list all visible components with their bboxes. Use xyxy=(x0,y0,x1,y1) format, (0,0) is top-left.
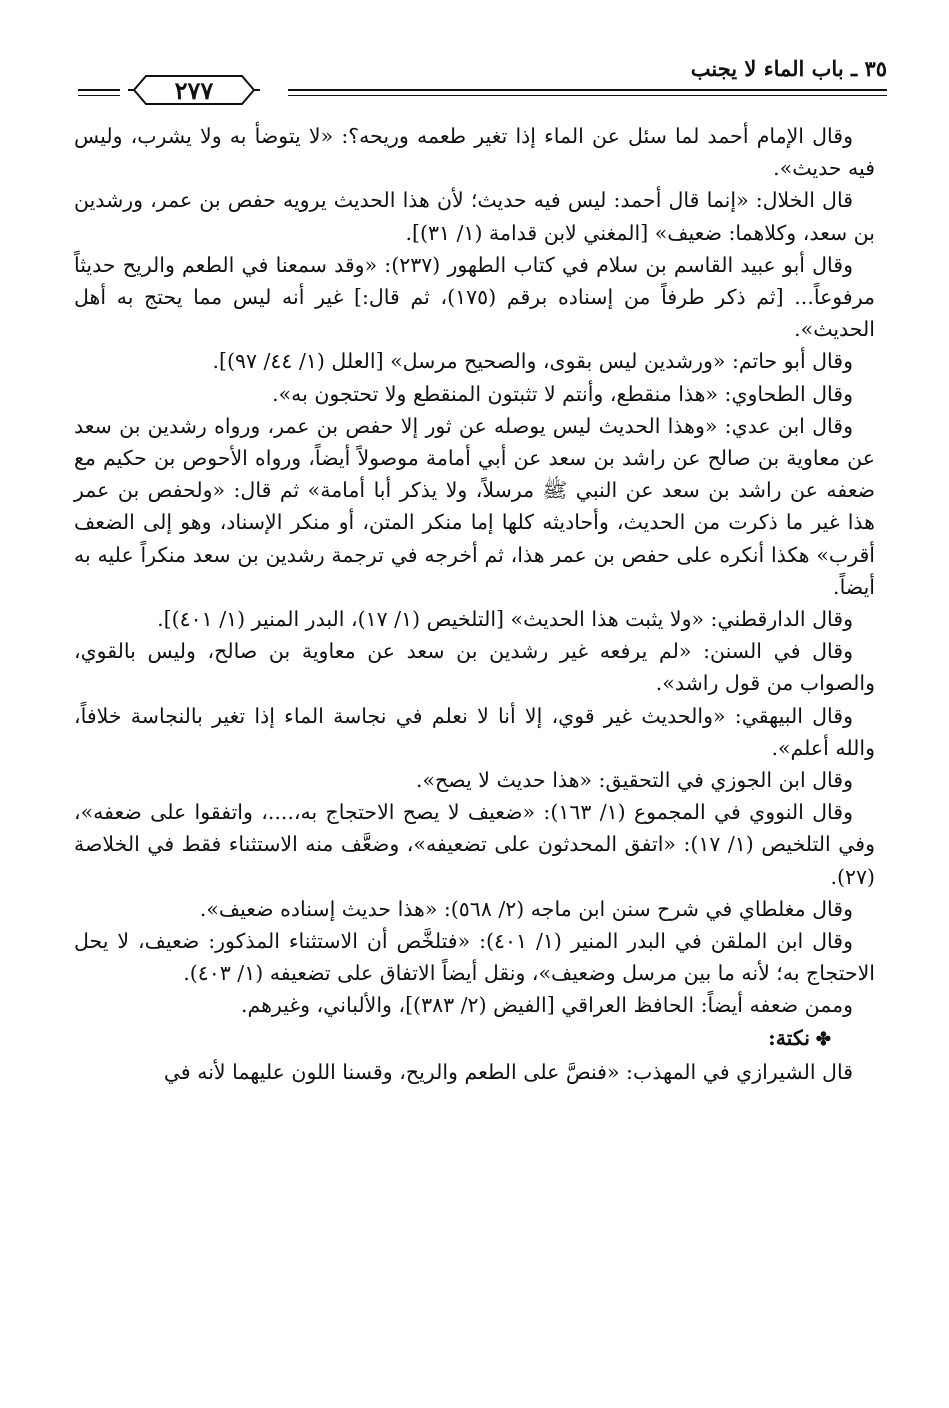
page-number-badge xyxy=(124,72,264,108)
paragraph: وقال أبو عبيد القاسم بن سلام في كتاب الطهور (٢٣٧): «وقد سمعنا في الطعم والريح حديثاً مرفوعاً... [ثم ذكر طرفاً من إسناده برقم (١٧٥)، ثم قال:] غير أنه ليس مما يحتج به أهل الحديث». xyxy=(74,252,875,342)
paragraph: وقال ابن الملقن في البدر المنير (١/ ٤٠١): «فتلخَّص أن الاستثناء المذكور: ضعيف، لا يحل الاحتجاج به؛ لأنه ما بين مرسل وضعيف»، ونقل أيضاً الاتفاق على تضعيفه (١/ ٤٠٣). xyxy=(74,929,875,986)
paragraph: وقال ابن عدي: «وهذا الحديث ليس يوصله عن ثور إلا حفص بن عمر، ورواه رشدين بن سعد عن معاوية بن صالح عن راشد بن سعد عن أبي أمامة موصولاً أيضاً، ورواه الأحوص بن حكيم مع ضعفه عن راشد بن سعد عن النبي ﷺ مرسلاً، ولا يذكر أبا أمامة» ثم قال: «ولحفص بن عمر هذا غير ما ذكرت من الحديث، وأحاديثه كلها إما منكر المتن، أو منكر الإسناد، وهو إلى الضعف أقرب» هكذا أنكره على حفص بن عمر هذا، ثم أخرجه في ترجمة رشدين بن سعد منكراً عليه به أيضاً. xyxy=(74,413,875,599)
page-body xyxy=(74,120,875,1088)
page-header xyxy=(78,52,887,112)
flower-ornament-icon: ✤ xyxy=(815,1028,831,1050)
chapter-title: ٣٥ ـ باب الماء لا يجنب xyxy=(690,56,887,81)
paragraph: وقال الإمام أحمد لما سئل عن الماء إذا تغير طعمه وريحه؟: «لا يتوضأ به ولا يشرب، وليس فيه حديث». xyxy=(74,124,875,181)
paragraph: وقال ابن الجوزي في التحقيق: «هذا حديث لا يصح». xyxy=(415,768,853,793)
paragraph: وقال الطحاوي: «هذا منقطع، وأنتم لا تثبتون المنقطع ولا تحتجون به». xyxy=(272,381,853,406)
header-rule-thin xyxy=(288,95,887,96)
note-heading xyxy=(74,1022,875,1056)
paragraph: وقال النووي في المجموع (١/ ١٦٣): «ضعيف لا يصح الاحتجاج به،....، واتفقوا على ضعفه»، وفي التلخيص (١/ ١٧): «اتفق المحدثون على تضعيفه»، وضعَّف منه الاستثناء فقط في الخلاصة (٢٧). xyxy=(74,800,875,889)
paragraph: وقال الدارقطني: «ولا يثبت هذا الحديث» [التلخيص (١/ ١٧)، البدر المنير (١/ ٤٠١)]. xyxy=(157,607,853,632)
paragraph: قال الشيرازي في المهذب: «فنصَّ على الطعم والريح، وقسنا اللون عليهما لأنه في xyxy=(163,1059,853,1084)
paragraph: وقال في السنن: «لم يرفعه غير رشدين بن سعد عن معاوية بن صالح، وليس بالقوي، والصواب من قول راشد». xyxy=(74,639,875,696)
paragraph: وممن ضعفه أيضاً: الحافظ العراقي [الفيض (٢/ ٣٨٣)]، والألباني، وغيرهم. xyxy=(240,993,853,1018)
header-rule-left xyxy=(78,89,120,91)
paragraph: قال الخلال: «إنما قال أحمد: ليس فيه حديث؛ لأن هذا الحديث يرويه حفص بن عمر، ورشدين بن سعد، وكلاهما: ضعيف» [المغني لابن قدامة (١/ ٣١)]. xyxy=(74,188,875,245)
paragraph: وقال أبو حاتم: «ورشدين ليس بقوى، والصحيح مرسل» [العلل (١/ ٤٤/ ٩٧)]. xyxy=(212,349,853,374)
paragraph: وقال البيهقي: «والحديث غير قوي، إلا أنا لا نعلم في نجاسة الماء إذا تغير بالنجاسة خلافاً، والله أعلم». xyxy=(74,703,875,760)
header-rule xyxy=(288,89,887,91)
paragraph: وقال مغلطاي في شرح سنن ابن ماجه (٢/ ٥٦٨): «هذا حديث إسناده ضعيف». xyxy=(199,896,853,921)
page-number: ٢٧٧ xyxy=(174,76,214,105)
header-rule-left-thin xyxy=(78,95,120,96)
note-heading-text: نكتة: xyxy=(768,1025,810,1050)
